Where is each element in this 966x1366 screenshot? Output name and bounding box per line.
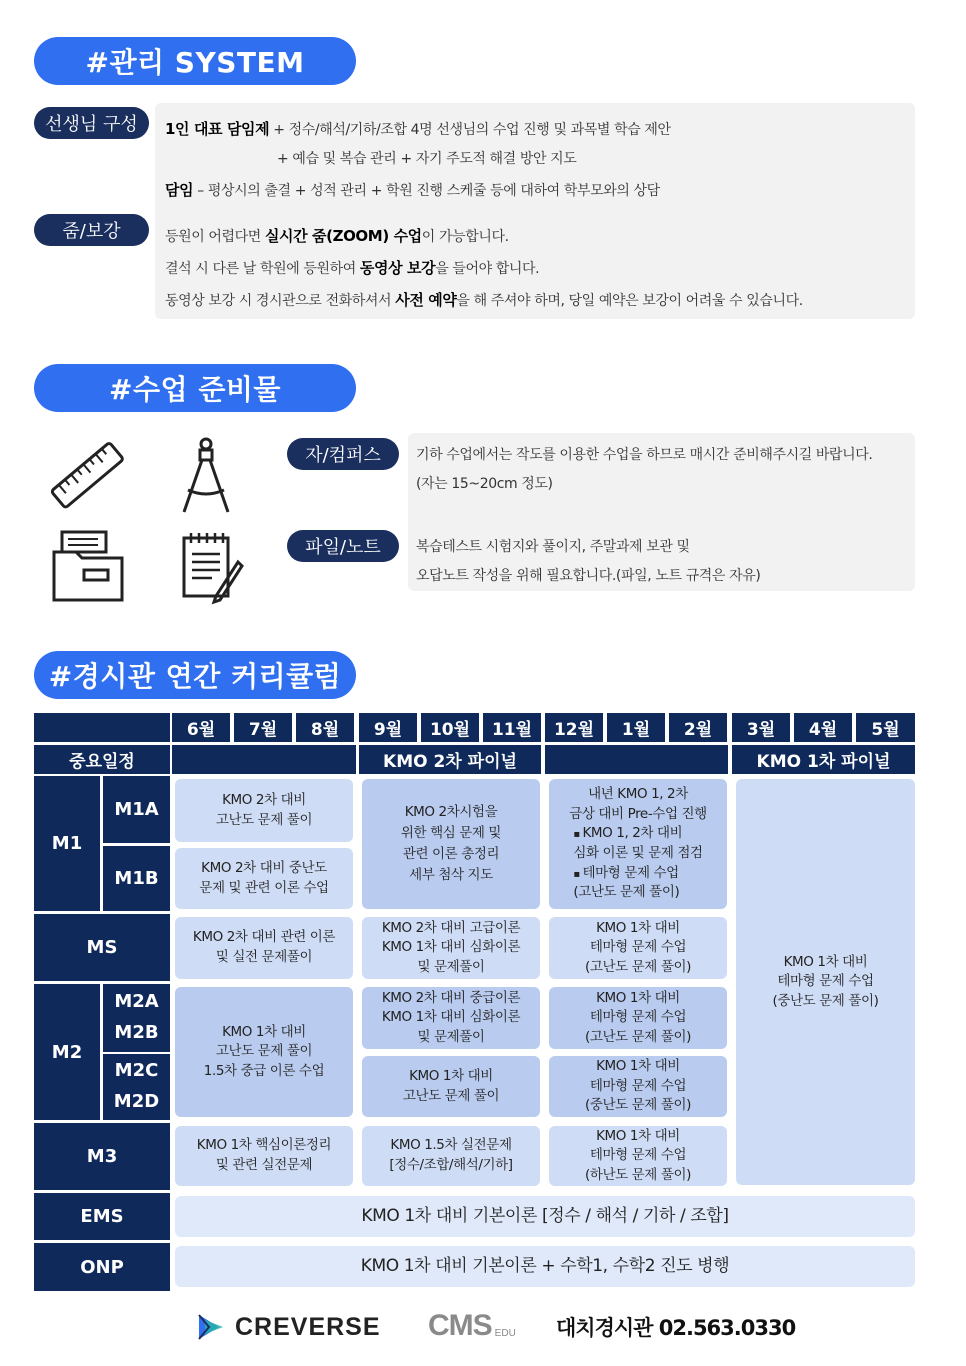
cell-ms-winter: KMO 1차 대비 테마형 문제 수업 (고난도 문제 풀이): [549, 917, 727, 979]
creverse-logo-icon: [195, 1311, 227, 1343]
cell-m3-summer: KMO 1차 핵심이론정리 및 관련 실전문제: [175, 1126, 353, 1186]
contact-phone: 대치경시관 02.563.0330: [556, 1316, 796, 1340]
month-header-corner: [34, 713, 170, 742]
teacher-line-2: + 예습 및 복습 관리 + 자기 주도적 해결 방안 지도: [277, 151, 577, 167]
zoom-line-1: 등원이 어렵다면 실시간 줌(ZOOM) 수업이 가능합니다.: [165, 227, 509, 245]
teacher-line-1: 1인 대표 담임제 + 정수/해석/기하/조합 4명 선생님의 수업 진행 및 과목별 학습 제안: [165, 120, 671, 138]
creverse-logo: [195, 1310, 381, 1344]
cell-m3-fall: KMO 1.5차 실전문제 [정수/조합/해석/기하]: [362, 1126, 540, 1186]
m1-winter-heading: 내년 KMO 1, 2차 금상 대비 Pre-수업 진행: [569, 786, 707, 822]
cell-m2cd-winter: KMO 1차 대비 테마형 문제 수업 (중난도 문제 풀이): [549, 1056, 727, 1117]
cell-m2ab-winter: KMO 1차 대비 테마형 문제 수업 (고난도 문제 풀이): [549, 987, 727, 1049]
ruler-line-1: 기하 수업에서는 작도를 이용한 수업을 하므로 매시간 준비해주시길 바랍니다.: [416, 447, 873, 463]
month-header: 8월: [296, 713, 354, 742]
zoom-line-2: 결석 시 다른 날 학원에 등원하여 동영상 보강을 들어야 합니다.: [165, 259, 540, 277]
schedule-summer: [172, 745, 356, 774]
row-label-m2ab: [103, 984, 170, 1052]
cell-m1-winter: [549, 779, 727, 909]
cell-spring-all: KMO 1차 대비 테마형 문제 수업 (중난도 문제 풀이): [736, 779, 915, 1185]
cell-m1b-summer: KMO 2차 대비 중난도 문제 및 관련 이론 수업: [175, 848, 353, 909]
management-section-title: #관리 SYSTEM: [34, 37, 356, 85]
ruler-icon: [48, 437, 128, 515]
file-note-label: 파일/노트: [287, 530, 399, 562]
ruler-compass-label: 자/컴퍼스: [287, 438, 399, 470]
curriculum-section-title: #경시관 연간 커리큘럼: [34, 651, 356, 699]
row-label-m3: M3: [34, 1123, 170, 1190]
month-header: 2월: [669, 713, 727, 742]
cms-logo: [428, 1308, 516, 1344]
cell-m2ab-fall: KMO 2차 대비 중급이론 KMO 1차 대비 심화이론 및 문제풀이: [362, 987, 540, 1049]
cell-ms-summer: KMO 2차 대비 관련 이론 및 실전 문제풀이: [175, 917, 353, 979]
teacher-line-3: 담임 – 평상시의 출결 + 성적 관리 + 학원 진행 스케줄 등에 대하여 학부모와의 상담: [165, 181, 660, 199]
teacher-composition-label: 선생님 구성: [34, 107, 149, 139]
schedule-kmo1-final: KMO 1차 파이널: [732, 745, 915, 774]
file-line-1: 복습테스트 시험지와 풀이지, 주말과제 보관 및: [416, 539, 690, 555]
zoom-makeup-label: 줌/보강: [34, 214, 149, 246]
m1-winter-list: [573, 824, 702, 902]
cms-edu-suffix: EDU: [494, 1327, 516, 1339]
month-header: 9월: [359, 713, 417, 742]
row-label-m1b: M1B: [103, 846, 170, 911]
schedule-winter: [545, 745, 728, 774]
schedule-row-label: 중요일정: [34, 745, 170, 774]
cell-m3-winter: KMO 1차 대비 테마형 문제 수업 (하난도 문제 풀이): [549, 1126, 727, 1186]
m1-winter-item: ▪ 테마형 문제 수업 (고난도 문제 풀이): [573, 864, 702, 903]
zoom-line-3: 동영상 보강 시 경시관으로 전화하셔서 사전 예약을 해 주셔야 하며, 당일 예약은 보강이 어려울 수 있습니다.: [165, 291, 803, 309]
cell-m1a-summer: KMO 2차 대비 고난도 문제 풀이: [175, 779, 353, 842]
notepad-pencil-icon: [180, 530, 244, 606]
month-header: 11월: [483, 713, 541, 742]
row-label-m2d: M2D: [113, 1091, 160, 1112]
m1-winter-item: ▪ KMO 1, 2차 대비 심화 이론 및 문제 점검: [573, 824, 702, 863]
cell-ems-all: KMO 1차 대비 기본이론 [정수 / 해석 / 기하 / 조합]: [175, 1196, 915, 1237]
cell-m2-summer: KMO 1차 대비 고난도 문제 풀이 1.5차 중급 이론 수업: [175, 987, 353, 1117]
month-header: 5월: [856, 713, 915, 742]
schedule-kmo2-final: KMO 2차 파이널: [359, 745, 541, 774]
row-label-ms: MS: [34, 914, 170, 981]
month-header: 7월: [234, 713, 292, 742]
month-header: 12월: [545, 713, 603, 742]
ruler-line-2: (자는 15~20cm 정도): [416, 476, 553, 492]
compass-icon: [178, 436, 234, 516]
cms-wordmark: CMS: [428, 1309, 492, 1342]
row-label-m2a: M2A: [114, 991, 159, 1013]
row-label-m2: M2: [34, 984, 100, 1120]
row-label-m1a: M1A: [103, 776, 170, 843]
row-label-m2cd: [103, 1054, 170, 1120]
row-label-ems: EMS: [34, 1193, 170, 1240]
row-label-m2b: M2B: [114, 1022, 159, 1043]
month-header: 4월: [794, 713, 852, 742]
folder-icon: [52, 530, 124, 602]
month-header: 1월: [607, 713, 665, 742]
file-line-2: 오답노트 작성을 위해 필요합니다.(파일, 노트 규격은 자유): [416, 568, 761, 584]
month-header: 10월: [421, 713, 479, 742]
cell-onp-all: KMO 1차 대비 기본이론 + 수학1, 수학2 진도 병행: [175, 1246, 915, 1287]
row-label-onp: ONP: [34, 1243, 170, 1291]
month-header: 6월: [172, 713, 230, 742]
month-header: 3월: [732, 713, 790, 742]
cell-ms-fall: KMO 2차 대비 고급이론 KMO 1차 대비 심화이론 및 문제풀이: [362, 917, 540, 979]
row-label-m2c: M2C: [114, 1060, 159, 1082]
row-label-m1: M1: [34, 776, 100, 911]
cell-m1-fall: KMO 2차시험을 위한 핵심 문제 및 관련 이론 총정리 세부 첨삭 지도: [362, 779, 540, 909]
cell-m2cd-fall: KMO 1차 대비 고난도 문제 풀이: [362, 1056, 540, 1117]
creverse-wordmark: CREVERSE: [235, 1312, 381, 1341]
supplies-section-title: #수업 준비물: [34, 364, 356, 412]
